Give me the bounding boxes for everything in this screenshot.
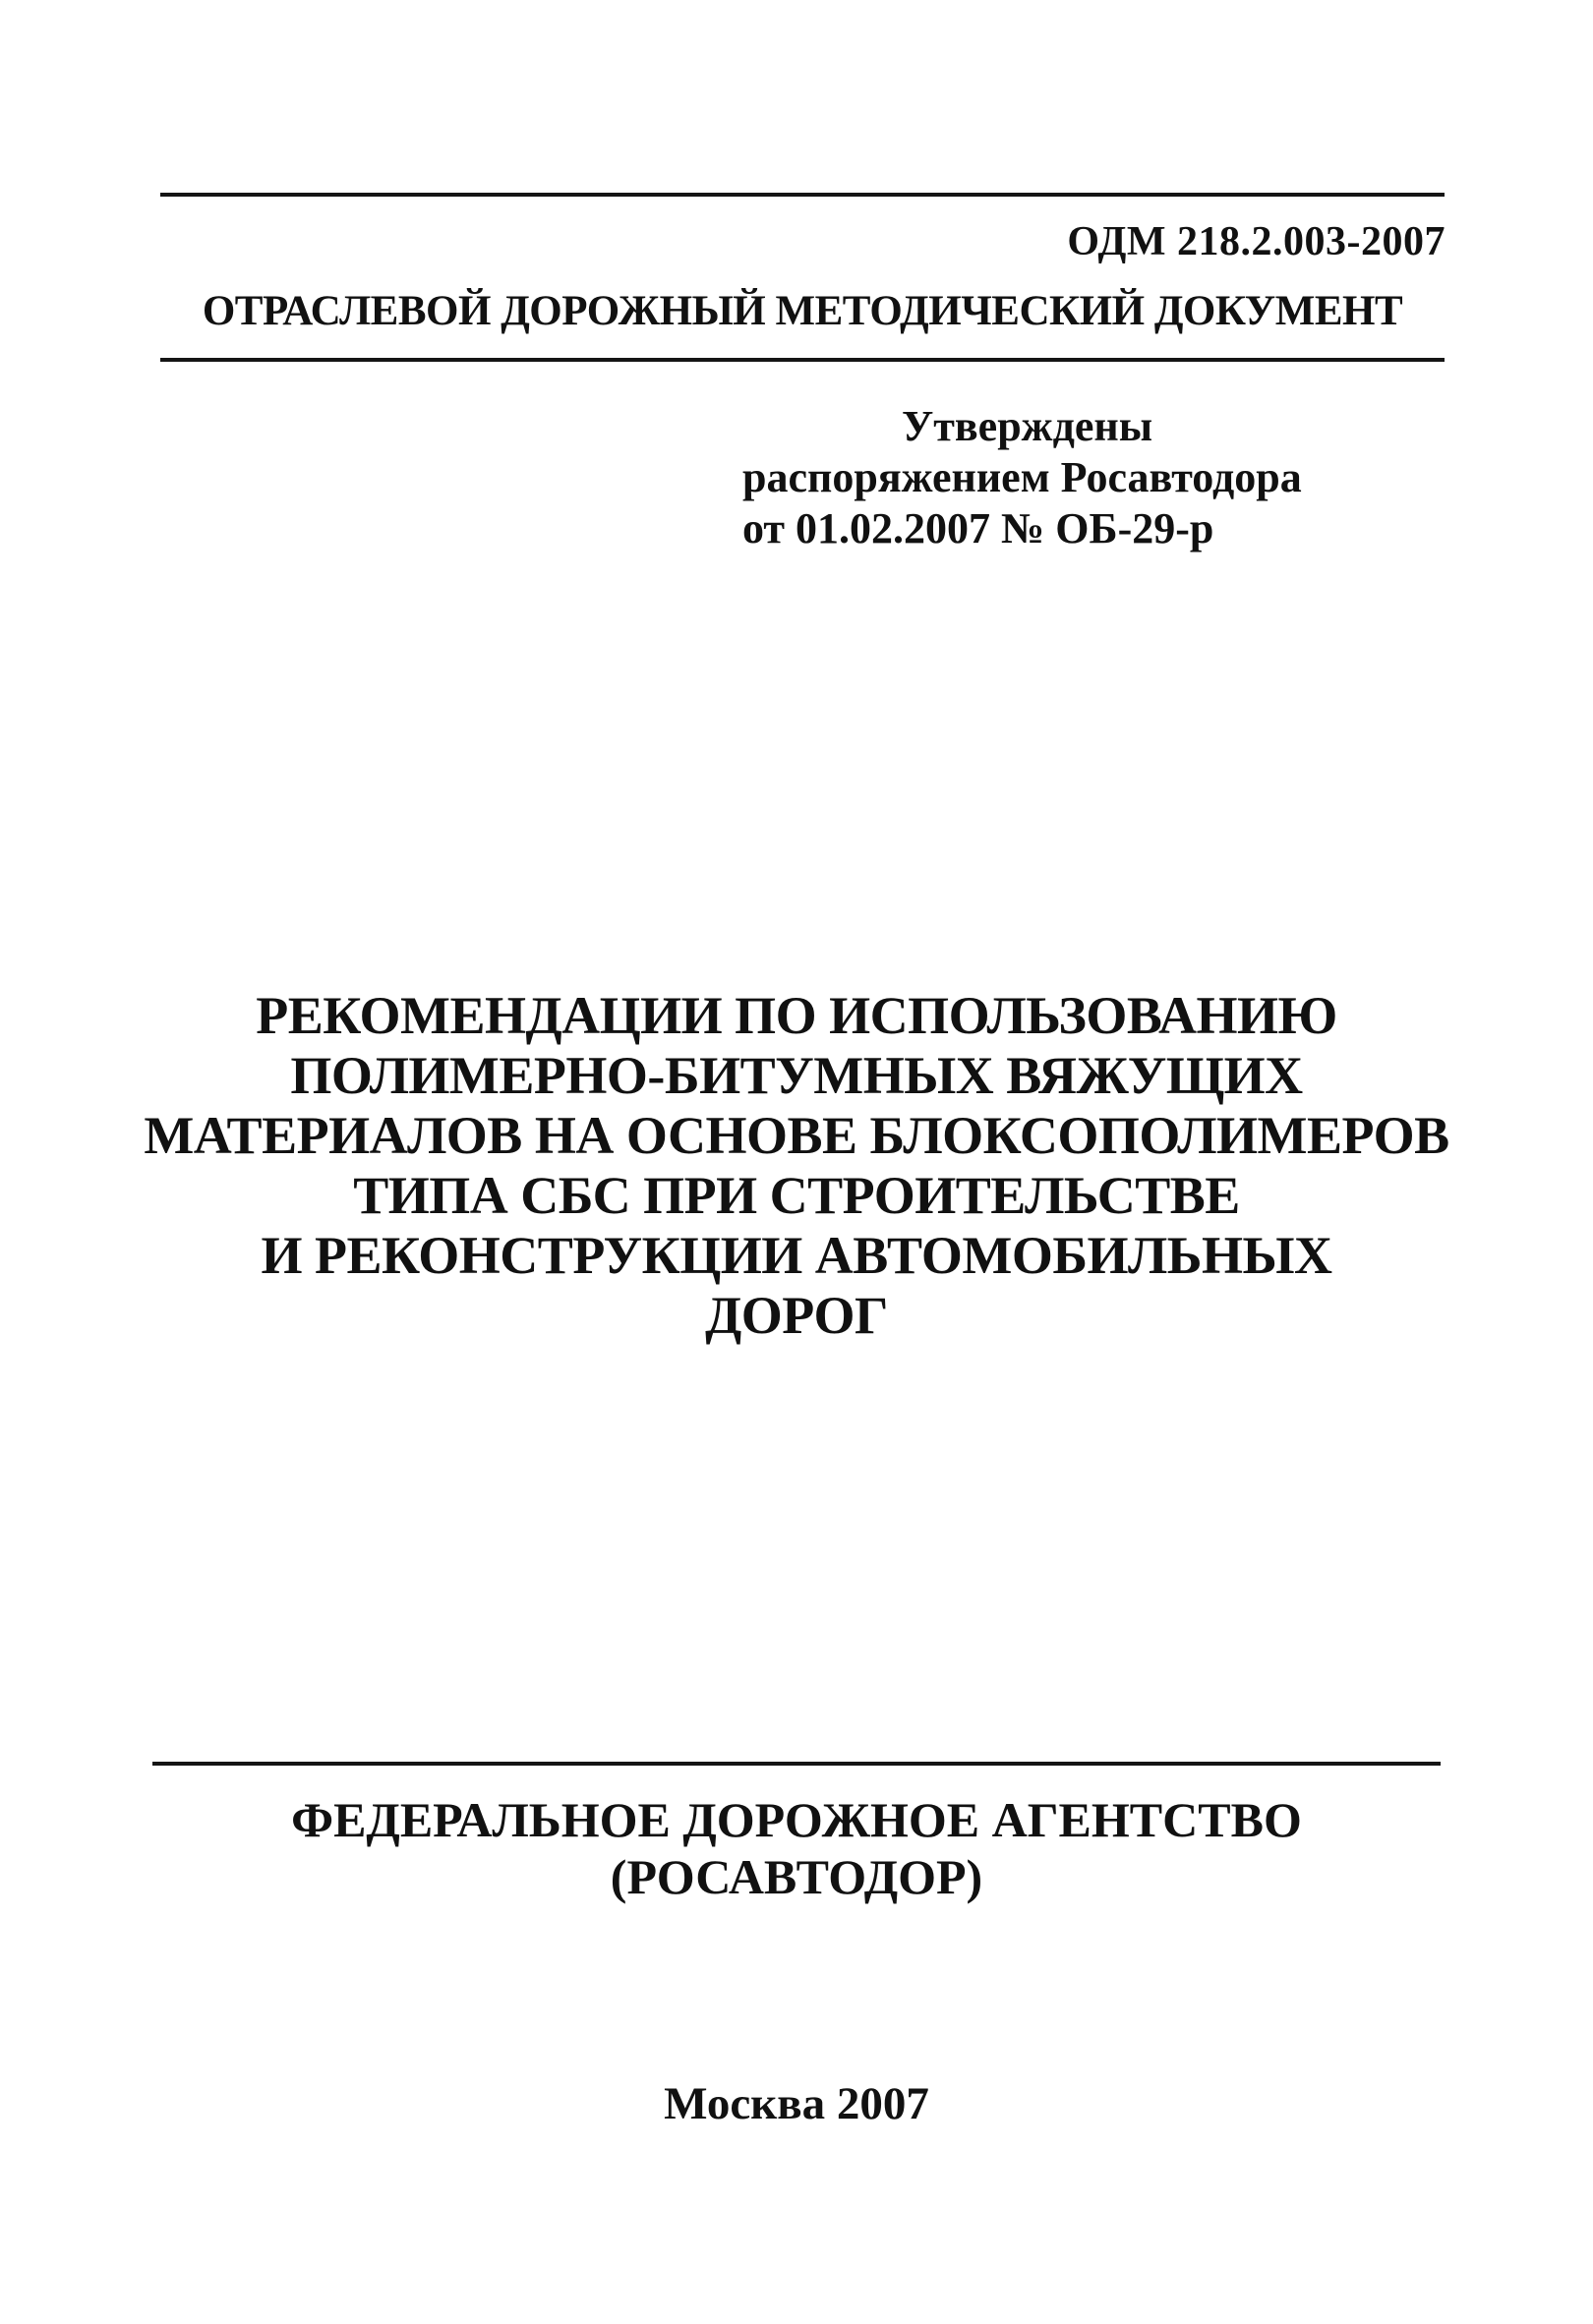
document-code: ОДМ 218.2.003-2007 [1067, 219, 1446, 264]
top-rule [160, 193, 1445, 197]
title-line: ПОЛИМЕРНО-БИТУМНЫХ ВЯЖУЩИХ [290, 1046, 1303, 1105]
header-rule [160, 358, 1445, 362]
agency-line: ФЕДЕРАЛЬНОЕ ДОРОЖНОЕ АГЕНТСТВО [291, 1792, 1302, 1847]
title-line: МАТЕРИАЛОВ НА ОСНОВЕ БЛОКСОПОЛИМЕРОВ [144, 1106, 1449, 1165]
title-line: ДОРОГ [705, 1286, 888, 1345]
title-line: РЕКОМЕНДАЦИИ ПО ИСПОЛЬЗОВАНИЮ [256, 986, 1337, 1045]
title-line: ТИПА СБС ПРИ СТРОИТЕЛЬСТВЕ [353, 1166, 1240, 1225]
agency-rule [152, 1762, 1441, 1766]
title-line: И РЕКОНСТРУКЦИИ АВТОМОБИЛЬНЫХ [261, 1226, 1332, 1285]
agency-line: (РОСАВТОДОР) [610, 1849, 983, 1904]
document-title [108, 986, 1485, 1346]
approval-line: от 01.02.2007 № ОБ-29-р [742, 504, 1214, 552]
document-type: ОТРАСЛЕВОЙ ДОРОЖНЫЙ МЕТОДИЧЕСКИЙ ДОКУМЕНТ [202, 288, 1403, 334]
approval-block [742, 401, 1302, 554]
agency-name [108, 1791, 1485, 1905]
approval-line: распоряжением Росавтодора [742, 453, 1302, 501]
place-and-year: Москва 2007 [664, 2078, 929, 2129]
approval-line: Утверждены [902, 402, 1153, 450]
